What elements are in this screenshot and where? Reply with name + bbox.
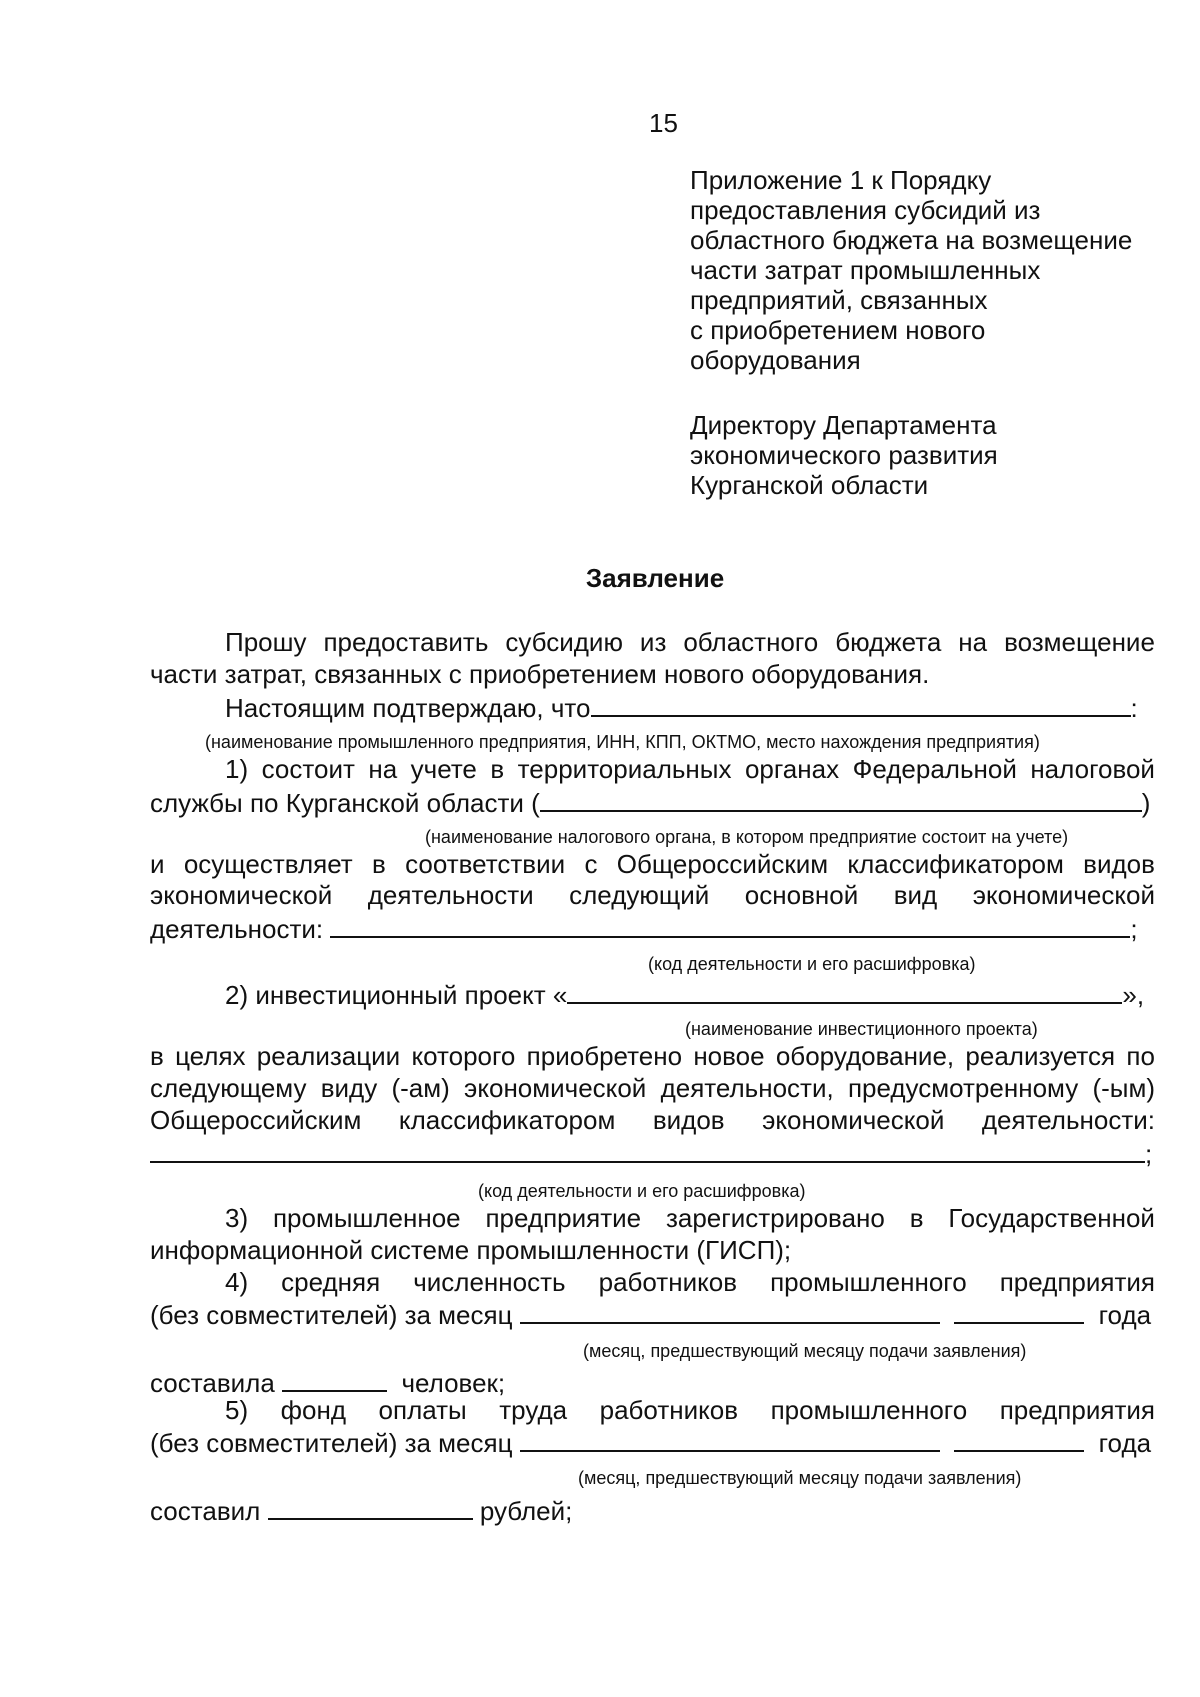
blank-field[interactable] — [520, 1298, 940, 1324]
word: соответствии — [405, 849, 566, 879]
word: целях — [175, 1041, 246, 1071]
word: средняя — [281, 1267, 381, 1297]
text-fragment: : — [1130, 693, 1138, 723]
justified-line — [150, 1105, 1155, 1135]
text-line — [150, 1298, 1151, 1330]
annex-line: оборудования — [690, 345, 861, 375]
blank-field[interactable] — [540, 786, 1142, 812]
justified-line — [225, 1203, 1155, 1233]
word: Федеральной — [852, 754, 1017, 784]
text-line — [225, 691, 1138, 723]
word: бюджета — [835, 627, 942, 657]
text-fragment: службы по Курганской области ( — [150, 788, 540, 818]
word: новое — [693, 1041, 765, 1071]
text-fragment: (без совместителей) за месяц — [150, 1300, 513, 1330]
field-hint: (месяц, предшествующий месяцу подачи заявления) — [583, 1341, 1027, 1361]
field-hint: (наименование промышленного предприятия, ИНН, КПП, ОКТМО, место нахождения предприятия) — [205, 732, 1040, 752]
word: оборудование, — [775, 1041, 955, 1071]
word: (-ам) — [391, 1073, 450, 1103]
word: (-ым) — [1092, 1073, 1155, 1103]
annex-line: части затрат промышленных — [690, 255, 1041, 285]
justified-line — [150, 849, 1155, 879]
blank-field[interactable] — [330, 912, 1130, 938]
text-line: части затрат, связанных с приобретением нового оборудования. — [150, 659, 930, 689]
text-fragment: человек; — [401, 1368, 506, 1398]
word: работников — [599, 1395, 739, 1425]
annex-line: предоставления субсидий из — [690, 195, 1041, 225]
word: предприятия — [999, 1267, 1155, 1297]
text-fragment: года — [1098, 1300, 1152, 1330]
text-line — [150, 1494, 572, 1526]
text-line — [225, 978, 1144, 1010]
word: промышленного — [770, 1267, 967, 1297]
word: виду — [320, 1073, 378, 1103]
word: из — [639, 627, 667, 657]
text-line — [150, 1366, 505, 1398]
annex-line: Приложение 1 к Порядку — [690, 165, 992, 195]
word: в — [490, 754, 505, 784]
word: и — [150, 849, 165, 879]
annex-line: областного бюджета на возмещение — [690, 225, 1133, 255]
page-number: 15 — [649, 108, 678, 138]
field-hint: (наименование инвестиционного проекта) — [685, 1019, 1038, 1039]
word: территориальных — [517, 754, 732, 784]
addressee-line: Курганской области — [690, 470, 929, 500]
word: органах — [744, 754, 840, 784]
field-hint: (месяц, предшествующий месяцу подачи заявления) — [578, 1468, 1022, 1488]
word: учете — [410, 754, 477, 784]
word: в — [372, 849, 386, 879]
text-fragment: составила — [150, 1368, 275, 1398]
text-fragment: ; — [1145, 1139, 1153, 1169]
word: деятельности — [367, 880, 534, 910]
text-fragment: составил — [150, 1496, 261, 1526]
word: следующему — [150, 1073, 307, 1103]
word: реализуется — [965, 1041, 1116, 1071]
word: в — [150, 1041, 164, 1071]
word: областного — [683, 627, 819, 657]
document-title: Заявление — [585, 563, 725, 593]
text-line — [150, 786, 1150, 818]
word: 1) — [225, 754, 249, 784]
blank-field[interactable] — [282, 1366, 387, 1392]
word: предоставить — [323, 627, 489, 657]
word: оплаты — [378, 1395, 467, 1425]
word: экономической — [972, 880, 1155, 910]
word: по — [1126, 1041, 1155, 1071]
word: 4) — [225, 1267, 249, 1297]
word: классификатором — [847, 849, 1064, 879]
text-fragment: ) — [1141, 788, 1151, 818]
text-fragment: рублей; — [479, 1496, 573, 1526]
field-hint: (код деятельности и его расшифровка) — [478, 1181, 806, 1201]
text-line — [150, 912, 1138, 944]
text-fragment: 2) инвестиционный проект « — [225, 980, 568, 1010]
word: вид — [893, 880, 938, 910]
word: деятельности, — [660, 1073, 834, 1103]
word: налоговой — [1030, 754, 1155, 784]
word: на — [368, 754, 398, 784]
blank-field[interactable] — [567, 978, 1122, 1004]
text-line — [150, 1137, 1152, 1169]
annex-line: с приобретением нового — [690, 315, 986, 345]
justified-line — [225, 1395, 1155, 1425]
annex-line: предприятий, связанных — [690, 285, 988, 315]
word: Прошу — [225, 627, 307, 657]
word: на — [958, 627, 988, 657]
text-fragment: (без совместителей) за месяц — [150, 1428, 513, 1458]
text-fragment: », — [1122, 980, 1145, 1010]
word: видов — [1083, 849, 1155, 879]
blank-field[interactable] — [520, 1426, 940, 1452]
word: промышленного — [770, 1395, 968, 1425]
text-fragment: года — [1098, 1428, 1152, 1458]
blank-field[interactable] — [268, 1494, 473, 1520]
field-hint: (наименование налогового органа, в котором предприятие состоит на учете) — [425, 827, 1069, 847]
word: которого — [411, 1041, 516, 1071]
word: экономической — [150, 880, 333, 910]
word: приобретено — [526, 1041, 683, 1071]
word: фонд — [280, 1395, 347, 1425]
addressee-line: экономического развития — [690, 440, 998, 470]
word: основной — [744, 880, 859, 910]
justified-line — [150, 1041, 1155, 1071]
text-fragment: Настоящим подтверждаю, что — [225, 693, 591, 723]
word: численность — [413, 1267, 566, 1297]
blank-field[interactable] — [150, 1137, 1145, 1163]
word: возмещение — [1004, 627, 1155, 657]
word: Общероссийским — [616, 849, 829, 879]
word: реализации — [256, 1041, 401, 1071]
addressee-line: Директору Департамента — [690, 410, 997, 440]
text-line: информационной системе промышленности (ГИСП); — [150, 1235, 792, 1265]
word: экономической — [762, 1105, 945, 1135]
justified-line — [225, 754, 1155, 784]
justified-line — [225, 627, 1155, 657]
blank-field[interactable] — [954, 1426, 1084, 1452]
word: следующий — [569, 880, 710, 910]
word: субсидию — [505, 627, 623, 657]
word: промышленное — [272, 1203, 461, 1233]
word: зарегистрировано — [665, 1203, 885, 1233]
word: предприятия — [999, 1395, 1155, 1425]
word: предприятие — [485, 1203, 642, 1233]
word: предусмотренному — [847, 1073, 1079, 1103]
text-fragment: ; — [1130, 914, 1138, 944]
blank-field[interactable] — [591, 691, 1131, 717]
word: классификатором — [398, 1105, 616, 1135]
word: видов — [652, 1105, 725, 1135]
word: осуществляет — [183, 849, 353, 879]
blank-field[interactable] — [954, 1298, 1084, 1324]
word: в — [909, 1203, 924, 1233]
word: с — [584, 849, 598, 879]
word: Общероссийским — [150, 1105, 362, 1135]
word: 3) — [225, 1203, 249, 1233]
word: труда — [499, 1395, 568, 1425]
word: деятельности: — [981, 1105, 1155, 1135]
justified-line — [225, 1267, 1155, 1297]
field-hint: (код деятельности и его расшифровка) — [648, 954, 976, 974]
word: Государственной — [948, 1203, 1155, 1233]
word: состоит — [261, 754, 355, 784]
justified-line — [150, 1073, 1155, 1103]
word: экономической — [464, 1073, 647, 1103]
text-line — [150, 1426, 1151, 1458]
word: работников — [598, 1267, 738, 1297]
text-fragment: деятельности: — [150, 914, 324, 944]
word: 5) — [225, 1395, 249, 1425]
justified-line — [150, 880, 1155, 910]
